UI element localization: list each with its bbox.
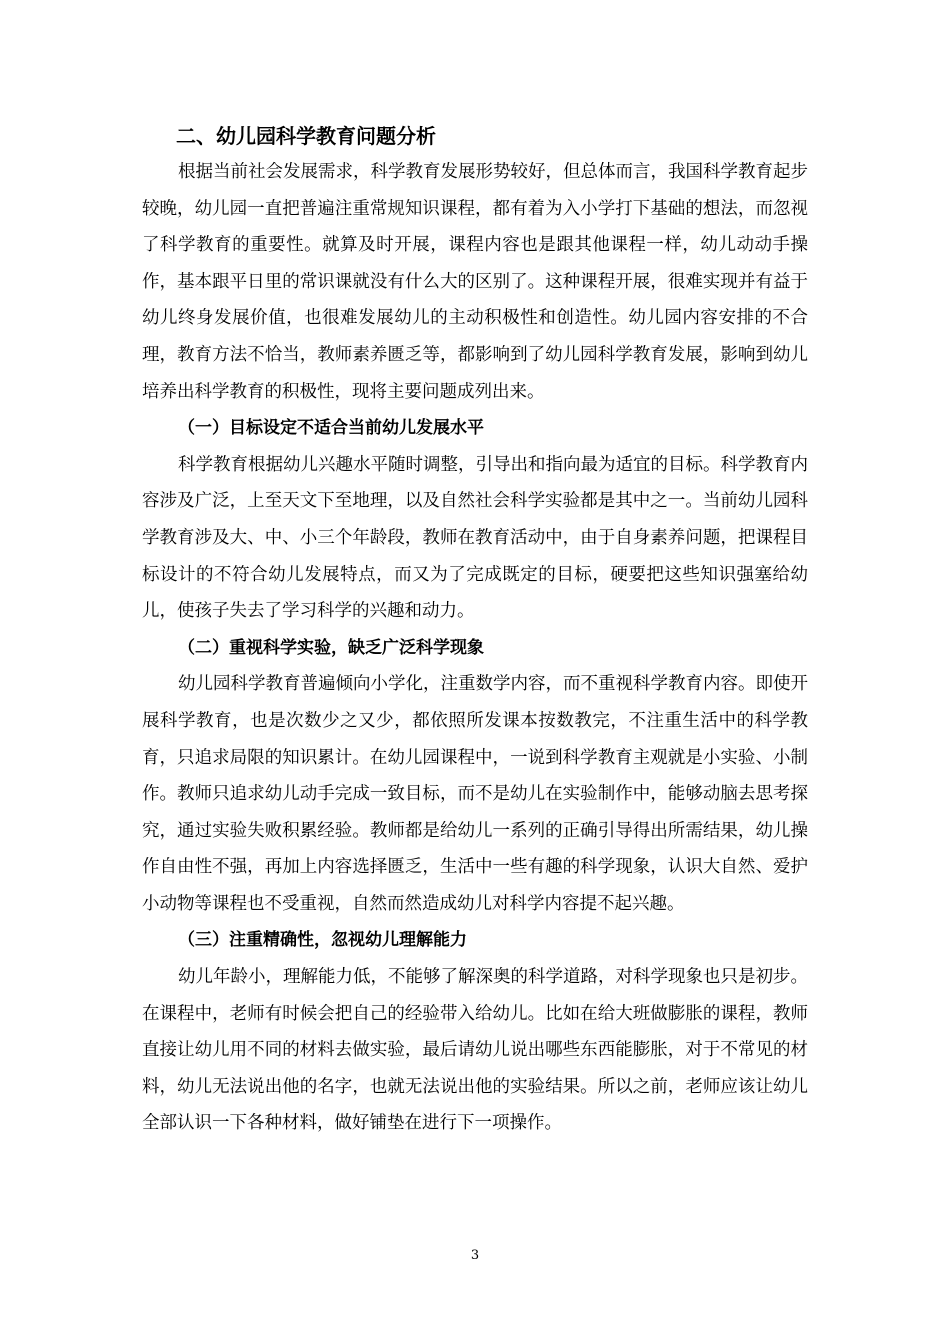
section-title: 二、幼儿园科学教育问题分析 <box>176 124 436 148</box>
page-number: 3 <box>470 1248 480 1263</box>
subsection-paragraph-2: 幼儿园科学教育普遍倾向小学化，注重数学内容，而不重视科学教育内容。即使开展科学教育，也是次数少之又少，都依照所发课本按数教完，不注重生活中的科学教育，只追求局限的知识累计。在幼儿园课程中，一说到科学教育主观就是小实验、小制作。教师只追求幼儿动手完成一致目标，而不是幼儿在实验制作中，能够动脑去思考探究，通过实验失败积累经验。教师都是给幼儿一系列的正确引导得出所需结果，幼儿操作自由性不强，再加上内容选择匮乏，生活中一些有趣的科学现象，认识大自然、爱护小动物等课程也不受重视，自然而然造成幼儿对科学内容提不起兴趣。 <box>142 674 808 914</box>
subsection-paragraph-1: 科学教育根据幼儿兴趣水平随时调整，引导出和指向最为适宜的目标。科学教育内容涉及广泛，上至天文下至地理，以及自然社会科学实验都是其中之一。当前幼儿园科学教育涉及大、中、小三个年龄段，教师在教育活动中，由于自身素养问题，把课程目标设计的不符合幼儿发展特点，而又为了完成既定的目标，硬要把这些知识强塞给幼儿，使孩子失去了学习科学的兴趣和动力。 <box>142 454 808 622</box>
subsection-title-2: （二）重视科学实验，缺乏广泛科学现象 <box>178 637 484 658</box>
subsection-paragraph-3: 幼儿年龄小，理解能力低，不能够了解深奥的科学道路，对科学现象也只是初步。在课程中，老师有时候会把自己的经验带入给幼儿。比如在给大班做膨胀的课程，教师直接让幼儿用不同的材料去做实验，最后请幼儿说出哪些东西能膨胀，对于不常见的材料，幼儿无法说出他的名字，也就无法说出他的实验结果。所以之前，老师应该让幼儿全部认识一下各种材料，做好铺垫在进行下一项操作。 <box>142 967 808 1134</box>
subsection-title-3: （三）注重精确性，忽视幼儿理解能力 <box>178 930 467 951</box>
intro-paragraph: 根据当前社会发展需求，科学教育发展形势较好，但总体而言，我国科学教育起步较晚，幼儿园一直把普遍注重常规知识课程，都有着为入小学打下基础的想法，而忽视了科学教育的重要性。就算及时开展，课程内容也是跟其他课程一样，幼儿动动手操作，基本跟平日里的常识课就没有什么大的区别了。这种课程开展，很难实现并有益于幼儿终身发展价值，也很难发展幼儿的主动积极性和创造性。幼儿园内容安排的不合理，教育方法不恰当，教师素养匮乏等，都影响到了幼儿园科学教育发展，影响到幼儿培养出科学教育的积极性，现将主要问题成列出来。 <box>142 162 808 402</box>
page-content <box>142 118 808 1142</box>
subsection-title-1: （一）目标设定不适合当前幼儿发展水平 <box>178 418 484 439</box>
